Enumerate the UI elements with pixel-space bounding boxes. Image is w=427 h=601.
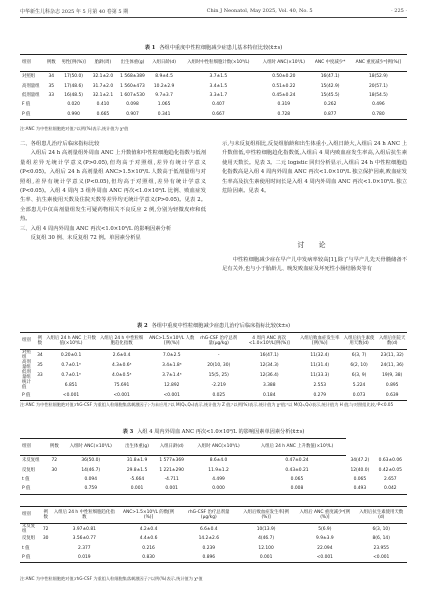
table-cell: 3.4±1.5 <box>209 83 228 89</box>
table3-title: 入组 4 周内外周血 ANC 再次<1.0×10⁹/L 的影响因素单因素分析(x̄±s) <box>137 429 305 435</box>
table-cell <box>35 391 44 401</box>
column-header: 出生体重(g) <box>120 439 154 456</box>
table-cell: 9.9±3.9 <box>316 536 334 542</box>
table-cell: 未反复组 <box>22 524 36 535</box>
table-row <box>20 544 407 553</box>
table-cell: 0.493 <box>346 484 373 494</box>
table-cell: t 值 <box>22 545 30 551</box>
column-header: rhG-CSF 治疗总剂量(μg/kg) <box>180 507 238 524</box>
table-row <box>20 360 407 370</box>
table-cell: 20(10, 30) <box>207 362 231 368</box>
table-cell: 29.8±1.5 <box>126 467 148 473</box>
table-cell: 1 221±290 <box>159 467 184 473</box>
column-header: 入组后抗生素使用天数(d) <box>355 507 407 524</box>
table2-body <box>20 350 407 401</box>
column-header: 例数 <box>47 439 61 456</box>
table-cell: <0.001 <box>146 391 198 401</box>
table-cell: 75.691 <box>113 382 130 388</box>
table3-part2-header <box>20 507 407 524</box>
column-header: ANC>1.5×10⁹/L 人数[例(%)] <box>146 333 198 350</box>
column-header: 入组后抗生素使用天数(d) <box>341 333 378 350</box>
table-cell: F 值 <box>22 102 31 108</box>
column-header: 入组时 ANC(×10⁹/L) <box>61 439 120 456</box>
table-cell: 12(40.0) <box>350 467 370 473</box>
table-cell: 0.7±0.1ᵃ <box>61 362 81 368</box>
table-cell: t 值 <box>22 476 30 482</box>
table-cell: 4.499 <box>212 476 225 482</box>
table-cell: 35 <box>37 362 43 368</box>
table-cell: 18(54.5) <box>368 92 388 98</box>
column-header: 胎龄(周) <box>89 55 116 72</box>
table-cell: 0.065 <box>290 476 304 482</box>
table-cell: 0.098 <box>126 102 139 108</box>
table-cell: P 值 <box>20 484 47 494</box>
table-cell: 0.667 <box>180 110 258 120</box>
table-cell: 23.955 <box>373 545 389 551</box>
table-cell: 反复组 <box>22 467 36 473</box>
table-cell: 33 <box>37 372 43 378</box>
table-cell: 0.496 <box>372 102 385 108</box>
table-row <box>20 475 407 484</box>
table3-label: 表 3 <box>122 429 134 435</box>
table-row <box>20 380 407 390</box>
table1-label: 表 1 <box>144 45 156 51</box>
table-cell: 15(45.5) <box>320 92 340 98</box>
table-cell: 0.728 <box>257 110 310 120</box>
table-row <box>20 456 407 466</box>
column-header: 入组后 24 h 中性粒细胞趋化指数 <box>51 507 117 524</box>
table-cell: 0.50±0.20 <box>272 74 296 80</box>
table-row <box>20 524 407 535</box>
table-cell: 0.45±0.24 <box>272 92 296 98</box>
table-cell: 4.3±0.6ᵃ <box>111 362 132 368</box>
table3-note: 注:ANC 为中性粒细胞绝对值;rhG-CSF 为重组人粒细胞集落刺激因子;ᵃ以例(%)表示,统计值为 χ²值 <box>20 576 203 581</box>
table-cell: 3.97±0.81 <box>72 526 96 532</box>
table-cell: 低剂量组 <box>22 92 40 98</box>
table-cell: P 值 <box>20 553 40 563</box>
table-cell: 33 <box>48 92 55 98</box>
table-cell: 0.001 <box>120 484 154 494</box>
table-cell: 20(57.1) <box>368 83 388 89</box>
table-cell <box>47 475 61 484</box>
table-cell: 1 560±473 <box>120 83 145 89</box>
table1-note: 注:ANC 为中性粒细胞绝对值;ᵃ以例(%)表示,统计值为 χ²值 <box>20 126 129 131</box>
journal-title-en: Chin J Neonatol, May 2025, Vol. 40, No. 5 <box>206 8 313 14</box>
table-cell: 6(2, 10) <box>350 362 368 368</box>
table-cell: 0.001 <box>238 553 294 563</box>
table-cell: P 值 <box>20 110 45 120</box>
table-cell: 31.8±1.9 <box>126 458 148 464</box>
table-cell: 15(5, 25) <box>208 372 229 378</box>
table-cell: 0.7±0.1ᵃ <box>61 372 81 378</box>
table-cell: 32.1±2.0 <box>92 74 114 80</box>
table-cell: 12(36.4) <box>259 372 279 378</box>
table-cell: 17(50.0) <box>64 74 83 80</box>
table-cell: 6(3, 7) <box>351 352 367 358</box>
table-cell: 34 <box>37 352 43 358</box>
table1-title: 各组中重度中性粒细胞减少症患儿基本特征比较(x̄±s) <box>159 45 283 51</box>
column-header: 例数 <box>35 333 44 350</box>
table-cell: 16(47.1) <box>320 74 340 80</box>
column-header: 入组后败血症发生率[例(%)] <box>299 333 341 350</box>
table-row <box>20 391 407 401</box>
running-header <box>20 6 407 16</box>
column-header: 组别 <box>20 333 35 350</box>
table-row <box>20 100 407 109</box>
table-cell: 36(50.0) <box>81 458 101 464</box>
table-cell: 30 <box>51 467 58 473</box>
table-cell: 32.1±2.1 <box>92 92 114 98</box>
table-cell: 对照组 <box>22 74 36 80</box>
table-cell: 18(52.9) <box>368 74 388 80</box>
column-header: ANC 重度减少ᵃ[例(%)] <box>350 55 407 72</box>
table-cell: 0.341 <box>149 110 180 120</box>
body-left-column <box>20 140 206 243</box>
table-cell: 2.6±0.4 <box>112 352 131 358</box>
column-header: 组别 <box>20 55 45 72</box>
column-header: ANC 中度减少* <box>311 55 350 72</box>
table-cell: <0.001 <box>45 391 98 401</box>
table-cell <box>35 380 44 390</box>
table-cell: 0.239 <box>202 545 216 551</box>
table-cell: 0.019 <box>51 553 117 563</box>
table-cell: 11(33.3) <box>310 372 330 378</box>
table-cell <box>45 110 58 120</box>
table-cell: 4(46.7) <box>258 536 275 542</box>
table-cell: P 值 <box>20 391 35 401</box>
table-cell: 0.20±0.1 <box>60 352 82 358</box>
table-cell: 0.042 <box>374 484 407 494</box>
table-cell: 反复组 <box>22 536 36 542</box>
table-cell: 12.892 <box>164 382 180 388</box>
paragraph: 中性粒细胞减少症在早产儿中发病率较高[1],除了与早产儿先天骨髓储备不足有关外,也与小于胎龄儿、晚发败血症及坏死性小肠结肠炎等有 <box>222 257 407 273</box>
column-header: 入组后 24 h ANC 上升数值(×10⁹/L) <box>45 333 98 350</box>
table-cell: 2.377 <box>78 545 91 551</box>
table3-part1-body <box>20 456 407 495</box>
table-cell: 0.877 <box>311 110 350 120</box>
table1-header <box>20 55 407 72</box>
table2-title: 各组中重度中性粒细胞减少症患儿治疗后临床指标比较(x̄±s) <box>151 323 291 329</box>
table-cell: 0.830 <box>118 553 180 563</box>
table-cell: 7.0±2.5 <box>162 352 181 358</box>
journal-title-cn: 中华新生儿科杂志 2025 年 5 月第 40 卷第 5 期 <box>20 8 129 15</box>
table2-header <box>20 333 407 350</box>
table-cell: 低剂量组 <box>22 370 31 381</box>
table-cell: 11.9±1.2 <box>208 467 229 473</box>
table-cell: 4.4±0.6 <box>139 536 158 542</box>
column-header: 出生体重(g) <box>116 55 148 72</box>
table2-caption <box>20 322 407 329</box>
header-rule <box>20 17 407 18</box>
table-cell: -5.664 <box>129 476 145 482</box>
table1 <box>20 54 407 120</box>
table-row <box>20 110 407 120</box>
table-cell: 34(47.2) <box>350 457 370 463</box>
table-cell: 5.224 <box>352 382 366 388</box>
table-cell: 8.9±4.5 <box>155 74 173 80</box>
table1-caption <box>20 44 407 51</box>
table-cell: 0.907 <box>116 110 148 120</box>
column-header: 入组时中性粒细胞计数(×10⁹/L) <box>180 55 258 72</box>
table-cell <box>40 553 51 563</box>
table-cell: 0.319 <box>277 102 291 108</box>
table-cell: 8(6, 14) <box>372 536 390 542</box>
table-cell: 0.43±0.21 <box>285 467 309 473</box>
table-cell: 3.56±0.77 <box>72 536 96 542</box>
table-cell: 0.000 <box>189 484 248 494</box>
table-row <box>20 350 407 361</box>
table-cell: 34 <box>48 74 55 80</box>
table-cell: 0.42±0.05 <box>378 467 402 473</box>
table-cell: 统计值 <box>22 380 31 391</box>
table-cell: 72 <box>42 526 49 532</box>
table-cell <box>47 484 61 494</box>
table-row <box>20 81 407 90</box>
column-header: rhG-CSF 治疗总剂量(μg/kg) <box>198 333 240 350</box>
table-cell: 1 607±530 <box>120 92 145 98</box>
table-cell: 0.407 <box>212 102 225 108</box>
table-cell: 10.2±2.9 <box>153 83 175 89</box>
column-header: 入组日龄(d) <box>149 55 180 72</box>
table-cell: 23(11, 32) <box>380 352 404 358</box>
table-cell: 高剂量组 <box>22 360 31 371</box>
table-cell: 3.4±1.8ᵃ <box>162 362 182 368</box>
table-cell: 0.001 <box>154 484 189 494</box>
table-cell: 15(42.9) <box>320 83 340 89</box>
column-header: 例数 <box>40 507 51 524</box>
table2-label: 表 2 <box>136 323 148 329</box>
table-cell: 2.657 <box>384 476 397 482</box>
table-row <box>20 370 407 380</box>
table-cell: 0.410 <box>96 102 110 108</box>
table-cell: 6(3, 10) <box>372 526 390 532</box>
table-cell: 1 568±389 <box>120 74 145 80</box>
table-cell: 22.094 <box>317 545 333 551</box>
table-cell: 9.7±3.7 <box>155 92 173 98</box>
table-cell: 高剂量组 <box>22 83 40 89</box>
table-cell: 0.065 <box>353 476 367 482</box>
table-cell: 5(6.9) <box>318 526 332 532</box>
table3-part2 <box>20 506 407 563</box>
section-title-discussion: 讨 论 <box>297 241 332 249</box>
table-cell: 0.896 <box>180 553 238 563</box>
table-cell: 14(46.7) <box>81 467 101 473</box>
table-cell: 0.47±0.24 <box>285 458 309 464</box>
paragraph: 反复组 30 例、未反复组 72 例。单因素分析显 <box>30 235 141 242</box>
column-header: 男性[例(%)] <box>58 55 90 72</box>
table-cell: 0.665 <box>89 110 116 120</box>
table-cell: - <box>217 352 220 358</box>
table-cell: 72 <box>51 458 58 464</box>
table-cell: 0.780 <box>350 110 407 120</box>
column-header: 入组后住院天数(d) <box>377 333 407 350</box>
table-cell: 0.216 <box>142 545 155 551</box>
column-header: ANC>1.5×10⁹/L 的数[例(%)] <box>118 507 180 524</box>
table3-part1-header <box>20 439 407 456</box>
table-cell: -4.711 <box>164 476 179 482</box>
column-header: 入组后败血症发生率[例(%)] <box>238 507 294 524</box>
table2 <box>20 332 407 401</box>
table-cell: -2.219 <box>211 382 226 388</box>
table-row <box>20 72 407 82</box>
table-cell: 11(31.4) <box>310 362 330 368</box>
discussion-text <box>222 256 407 275</box>
table-row <box>20 465 407 474</box>
column-header: 例数 <box>45 55 58 72</box>
table-cell: 0.184 <box>240 391 299 401</box>
table-cell: 35 <box>48 83 55 89</box>
table-cell: 8.6±4.0 <box>209 458 228 464</box>
table-cell: 0.008 <box>248 484 346 494</box>
table-cell: 12(34.3) <box>259 362 279 368</box>
table-cell: 6.851 <box>64 382 78 388</box>
table-cell: 12.100 <box>258 545 274 551</box>
table-cell: 1 577±369 <box>159 458 184 464</box>
table-cell: <0.001 <box>294 553 355 563</box>
table-cell: 17(48.6) <box>64 83 83 89</box>
table1-body <box>20 72 407 120</box>
table-cell: 0.990 <box>58 110 90 120</box>
table-cell: 对照组 <box>22 350 31 361</box>
table-cell: 未反复组 <box>22 458 40 464</box>
table-cell: 6(3, 9) <box>351 372 367 378</box>
table-cell: 10(13.9) <box>256 526 276 532</box>
table-cell: 14.2±2.6 <box>198 536 219 542</box>
table-row <box>20 553 407 563</box>
table-cell: 4.2±0.4 <box>139 526 158 532</box>
paragraph: 示,与未反复组相比,反复组胎龄和出生体重小,入组日龄大,入组后 24 h ANC 上升数值低,中性粒细胞趋化指数低,入组后 4 周内败血症发生率高,入组后抗生素使用天数长。见表 3。二元 logistic 回归分析显示,入组后 24 h 中性粒细胞趋化指数高是入组 4 周内外周血 ANC 再次<1.0×10⁹/L 独立保护因素,败血症发生率高及抗生素使用时间长是入组 4 周内外周血 ANC 再次<1.0×10⁹/L 独立危险因素。见表 4。 <box>222 141 407 195</box>
table-cell: 0.895 <box>385 382 399 388</box>
table-row <box>20 91 407 100</box>
table3-part1 <box>20 438 407 495</box>
table-cell: 0.262 <box>323 102 337 108</box>
table-cell: 1.065 <box>157 102 171 108</box>
table-cell: 31.7±2.0 <box>92 83 114 89</box>
table-cell: 19(9, 38) <box>382 372 403 378</box>
column-header: 入组时 ANC(×10⁹/L) <box>189 439 248 456</box>
table3-caption <box>20 428 407 435</box>
table-cell: 30 <box>42 536 49 542</box>
table-cell: 6.6±0.4 <box>199 526 218 532</box>
table-cell: 0.51±0.22 <box>272 83 296 89</box>
table-cell: 0.639 <box>377 391 407 401</box>
table-cell: 0.279 <box>299 391 341 401</box>
table-cell: 0.094 <box>84 476 98 482</box>
table-cell: 16(47.1) <box>259 352 279 358</box>
table-cell: 2.553 <box>313 382 327 388</box>
column-header: 入组后 24 h 中性粒细胞趋化指数 <box>98 333 146 350</box>
table-cell: <0.001 <box>98 391 146 401</box>
column-header: 入组后 ANC 重度减少ᵃ[例(%)] <box>294 507 355 524</box>
column-header: 入组日龄(d) <box>154 439 189 456</box>
table-cell: 3.7±1.4ᵃ <box>162 372 182 378</box>
column-header: 组别 <box>20 439 47 456</box>
table-cell: 3.7±1.5 <box>209 74 228 80</box>
body-right-column <box>222 140 407 196</box>
column-header: 入组时 ANC(×10⁹/L) <box>257 55 310 72</box>
table-cell: 11(32.4) <box>310 352 330 358</box>
table-cell: <0.001 <box>355 553 407 563</box>
table-cell <box>45 100 58 109</box>
table-cell: 24(11, 36) <box>380 362 404 368</box>
table-cell: 3.3±1.7 <box>209 92 228 98</box>
table3-part2-body <box>20 524 407 563</box>
table-cell: 0.63±0.06 <box>378 457 402 463</box>
paragraph: 三、入组 4 周内外周血 ANC 再次<1.0×10⁹/L 的影响因素分析 <box>20 225 172 232</box>
table-cell: 0.020 <box>67 102 80 108</box>
table2-note: 注:ANC 为中性粒细胞绝对值;rhG-CSF 为重组人粒细胞集落刺激因子;-为未应用;ᵃ以 M(Q₁,Q₃)表示,统计值为 Z 值;ᵃ以例(%)表示,统计值为 χ²值;ᵃ以 M(Q₁,Q₃)表示,统计值为 H 值;与对照组比较,ᵃP<0.05 <box>20 402 394 407</box>
table-cell: 0.073 <box>341 391 378 401</box>
table-cell: 0.759 <box>61 484 120 494</box>
table-cell: 16(48.5) <box>64 92 83 98</box>
table-cell <box>40 544 51 553</box>
table-row <box>20 484 407 494</box>
column-header: 组别 <box>20 507 40 524</box>
table-row <box>20 534 407 543</box>
table-cell: 3.388 <box>262 382 276 388</box>
column-header: 4 周内 ANC 再次<1.0×10⁹/L[例(%)] <box>240 333 299 350</box>
table-cell: 0.025 <box>198 391 240 401</box>
paragraph: 二、各组患儿治疗后临床指标比较 <box>20 141 100 147</box>
paragraph: 入组后 24 h 高剂量组外周血 ANC 上升数值和中性粒细胞趋化指数与低剂量组差异无统计学意义(P>0.05),但均高于对照组,差异有统计学意义(P<0.05)。入组后 24 h 高剂量组 ANC>1.5×10⁹/L 人数高于低剂量组与对照组,差异有统计学意义(P<0.05),但均高于对照组,差异有统计学意义(P<0.05)。入组 4 周内 3 组外周血 ANC 再次<1.0×10⁹/L 比例、败血症发生率、抗生素使用天数及住院天数等差异均无统计学意义(P>0.05)。见表 2。全部患儿中仅高剂量组发生可疑药物相关不良反应 2 例,分别为轻微皮疹和低热。 <box>20 150 206 223</box>
column-header: 入组后 24 h ANC 上升数值(×10⁹/L) <box>248 439 346 456</box>
page-number: · 225 · <box>391 8 407 14</box>
table-cell: 4.0±0.5ᵃ <box>111 372 132 378</box>
